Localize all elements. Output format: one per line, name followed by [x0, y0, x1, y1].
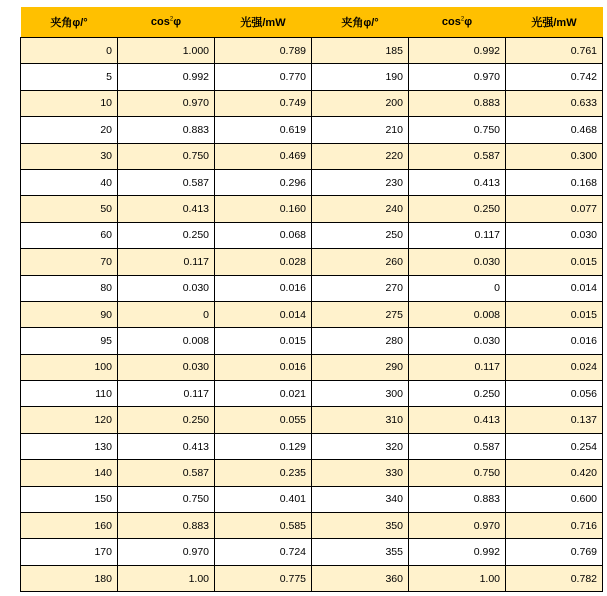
cell-intensity-1: 0.014	[215, 301, 312, 327]
cell-intensity-1: 0.235	[215, 460, 312, 486]
cell-cos2-1: 0.250	[118, 407, 215, 433]
cell-intensity-2: 0.254	[506, 433, 603, 459]
table-row	[21, 460, 603, 486]
cell-cos2-1: 0.750	[118, 486, 215, 512]
cell-cos2-1: 0.030	[118, 354, 215, 380]
cell-angle-1: 170	[21, 539, 118, 565]
cell-cos2-1: 0.587	[118, 460, 215, 486]
cell-cos2-2: 0.587	[409, 433, 506, 459]
cell-cos2-1: 0.750	[118, 143, 215, 169]
cell-angle-2: 280	[312, 328, 409, 354]
table-row	[21, 539, 603, 565]
cell-intensity-2: 0.716	[506, 513, 603, 539]
cell-intensity-1: 0.028	[215, 249, 312, 275]
cell-angle-1: 10	[21, 90, 118, 116]
cell-cos2-2: 0.117	[409, 354, 506, 380]
cell-cos2-2: 1.00	[409, 565, 506, 591]
cell-intensity-1: 0.055	[215, 407, 312, 433]
cell-angle-2: 330	[312, 460, 409, 486]
cell-angle-1: 30	[21, 143, 118, 169]
table-row	[21, 433, 603, 459]
cell-intensity-1: 0.068	[215, 222, 312, 248]
cell-angle-1: 130	[21, 433, 118, 459]
table-row	[21, 90, 603, 116]
cell-intensity-2: 0.030	[506, 222, 603, 248]
cell-angle-1: 180	[21, 565, 118, 591]
cell-angle-2: 240	[312, 196, 409, 222]
cell-cos2-2: 0.883	[409, 486, 506, 512]
cell-cos2-2: 0.992	[409, 38, 506, 64]
cell-intensity-1: 0.469	[215, 143, 312, 169]
cell-angle-2: 350	[312, 513, 409, 539]
cell-cos2-2: 0.117	[409, 222, 506, 248]
cell-angle-1: 140	[21, 460, 118, 486]
cell-cos2-2: 0.992	[409, 539, 506, 565]
cell-angle-1: 5	[21, 64, 118, 90]
cell-cos2-2: 0.030	[409, 328, 506, 354]
cell-angle-2: 260	[312, 249, 409, 275]
data-table-container	[20, 7, 603, 592]
table-row	[21, 407, 603, 433]
cell-cos2-2: 0.970	[409, 64, 506, 90]
cell-angle-2: 310	[312, 407, 409, 433]
table-row	[21, 196, 603, 222]
cell-angle-1: 20	[21, 117, 118, 143]
header-intensity-1: 光强/mW	[215, 7, 312, 38]
table-row	[21, 275, 603, 301]
cell-cos2-2: 0	[409, 275, 506, 301]
cell-intensity-2: 0.761	[506, 38, 603, 64]
table-row	[21, 143, 603, 169]
cell-angle-1: 90	[21, 301, 118, 327]
table-row	[21, 249, 603, 275]
header-intensity-2: 光强/mW	[506, 7, 603, 38]
cell-cos2-1: 0.413	[118, 196, 215, 222]
cell-cos2-2: 0.008	[409, 301, 506, 327]
cell-cos2-1: 0	[118, 301, 215, 327]
cell-angle-2: 320	[312, 433, 409, 459]
cell-intensity-2: 0.015	[506, 249, 603, 275]
cell-cos2-2: 0.883	[409, 90, 506, 116]
cell-angle-2: 185	[312, 38, 409, 64]
cell-intensity-2: 0.056	[506, 381, 603, 407]
cell-intensity-1: 0.015	[215, 328, 312, 354]
cell-cos2-1: 0.413	[118, 433, 215, 459]
cell-intensity-2: 0.015	[506, 301, 603, 327]
cell-intensity-1: 0.160	[215, 196, 312, 222]
cell-intensity-2: 0.633	[506, 90, 603, 116]
cell-angle-1: 0	[21, 38, 118, 64]
cell-angle-1: 150	[21, 486, 118, 512]
cell-cos2-2: 0.030	[409, 249, 506, 275]
cell-intensity-1: 0.016	[215, 354, 312, 380]
cell-intensity-1: 0.016	[215, 275, 312, 301]
cell-angle-1: 120	[21, 407, 118, 433]
cell-angle-2: 275	[312, 301, 409, 327]
cell-intensity-2: 0.782	[506, 565, 603, 591]
cell-angle-1: 50	[21, 196, 118, 222]
cell-angle-2: 270	[312, 275, 409, 301]
cell-angle-2: 250	[312, 222, 409, 248]
header-angle-1: 夹角φ/°	[21, 7, 118, 38]
cell-cos2-2: 0.970	[409, 513, 506, 539]
table-row	[21, 64, 603, 90]
table-row	[21, 328, 603, 354]
cell-intensity-1: 0.129	[215, 433, 312, 459]
cell-intensity-1: 0.401	[215, 486, 312, 512]
table-row	[21, 38, 603, 64]
cell-intensity-1: 0.021	[215, 381, 312, 407]
cell-intensity-1: 0.296	[215, 169, 312, 195]
table-row	[21, 381, 603, 407]
cell-angle-2: 230	[312, 169, 409, 195]
header-cos-2: $\cos^2\varphi$	[409, 7, 506, 38]
cell-intensity-2: 0.077	[506, 196, 603, 222]
cell-intensity-2: 0.468	[506, 117, 603, 143]
cell-intensity-1: 0.619	[215, 117, 312, 143]
cell-angle-1: 100	[21, 354, 118, 380]
cell-angle-2: 220	[312, 143, 409, 169]
cell-angle-2: 210	[312, 117, 409, 143]
cell-angle-1: 60	[21, 222, 118, 248]
cell-angle-2: 290	[312, 354, 409, 380]
cell-cos2-1: 0.992	[118, 64, 215, 90]
polarization-data-table	[20, 7, 603, 592]
cell-cos2-2: 0.413	[409, 407, 506, 433]
cell-intensity-1: 0.724	[215, 539, 312, 565]
table-row	[21, 301, 603, 327]
cell-intensity-2: 0.742	[506, 64, 603, 90]
table-row	[21, 513, 603, 539]
table-row	[21, 222, 603, 248]
cell-cos2-1: 0.117	[118, 381, 215, 407]
cell-cos2-1: 1.00	[118, 565, 215, 591]
cell-cos2-1: 0.970	[118, 539, 215, 565]
cell-intensity-2: 0.137	[506, 407, 603, 433]
cell-cos2-1: 1.000	[118, 38, 215, 64]
header-cos-1: $\cos^2\varphi$	[118, 7, 215, 38]
cell-intensity-2: 0.300	[506, 143, 603, 169]
cell-cos2-1: 0.030	[118, 275, 215, 301]
cell-cos2-1: 0.117	[118, 249, 215, 275]
cell-cos2-1: 0.970	[118, 90, 215, 116]
cell-cos2-1: 0.250	[118, 222, 215, 248]
cell-cos2-2: 0.587	[409, 143, 506, 169]
table-body	[21, 38, 603, 592]
cell-cos2-2: 0.250	[409, 381, 506, 407]
cell-angle-2: 355	[312, 539, 409, 565]
table-row	[21, 486, 603, 512]
cell-angle-1: 40	[21, 169, 118, 195]
cell-cos2-2: 0.413	[409, 169, 506, 195]
cell-angle-1: 110	[21, 381, 118, 407]
cell-intensity-1: 0.749	[215, 90, 312, 116]
cell-angle-1: 70	[21, 249, 118, 275]
cell-cos2-1: 0.883	[118, 513, 215, 539]
header-row	[21, 7, 603, 38]
header-angle-2: 夹角φ/°	[312, 7, 409, 38]
cell-intensity-2: 0.769	[506, 539, 603, 565]
cell-intensity-2: 0.420	[506, 460, 603, 486]
table-row	[21, 117, 603, 143]
cell-intensity-2: 0.168	[506, 169, 603, 195]
cell-angle-1: 80	[21, 275, 118, 301]
cell-cos2-2: 0.250	[409, 196, 506, 222]
cell-angle-2: 190	[312, 64, 409, 90]
cell-intensity-2: 0.016	[506, 328, 603, 354]
table-row	[21, 354, 603, 380]
table-row	[21, 565, 603, 591]
cell-cos2-2: 0.750	[409, 117, 506, 143]
cell-angle-2: 200	[312, 90, 409, 116]
table-row	[21, 169, 603, 195]
cell-cos2-2: 0.750	[409, 460, 506, 486]
cell-angle-1: 95	[21, 328, 118, 354]
cell-intensity-1: 0.789	[215, 38, 312, 64]
cell-intensity-2: 0.024	[506, 354, 603, 380]
cell-cos2-1: 0.008	[118, 328, 215, 354]
cell-cos2-1: 0.883	[118, 117, 215, 143]
cell-intensity-2: 0.014	[506, 275, 603, 301]
cell-angle-1: 160	[21, 513, 118, 539]
cell-cos2-1: 0.587	[118, 169, 215, 195]
cell-angle-2: 300	[312, 381, 409, 407]
cell-intensity-1: 0.585	[215, 513, 312, 539]
cell-intensity-2: 0.600	[506, 486, 603, 512]
cell-intensity-1: 0.775	[215, 565, 312, 591]
cell-angle-2: 360	[312, 565, 409, 591]
cell-intensity-1: 0.770	[215, 64, 312, 90]
cell-angle-2: 340	[312, 486, 409, 512]
